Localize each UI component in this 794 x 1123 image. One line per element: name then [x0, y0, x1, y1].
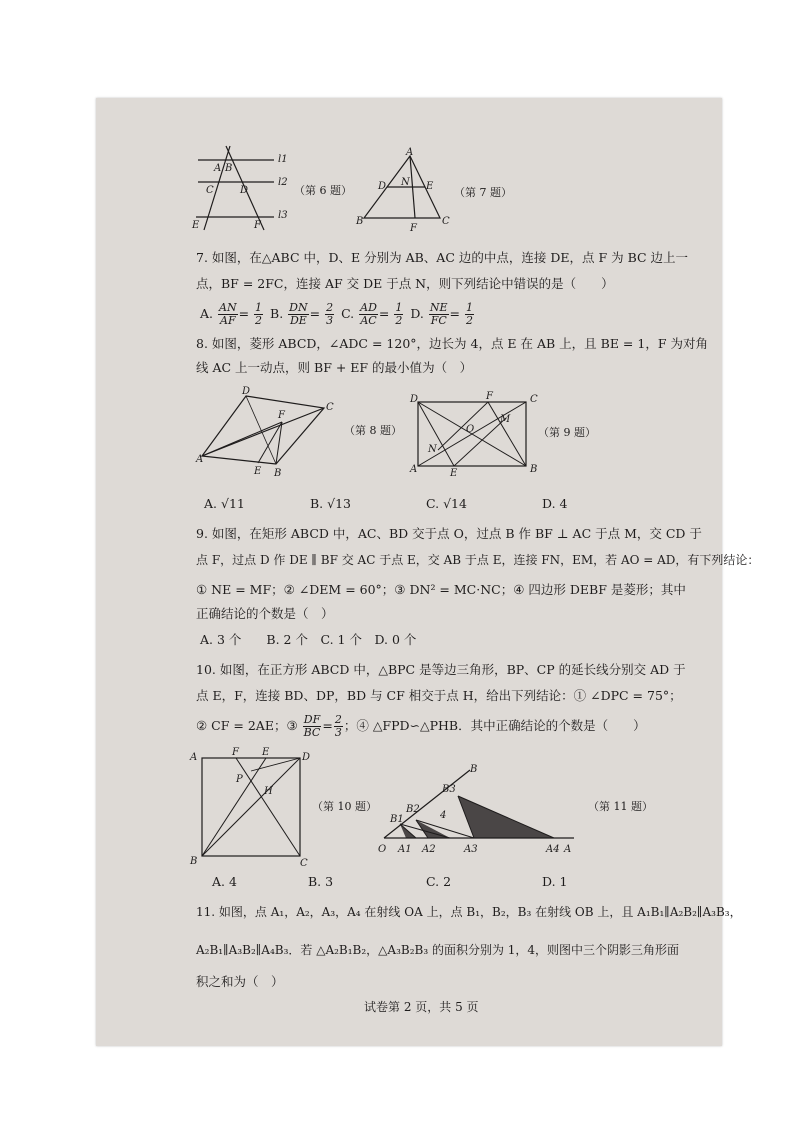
q8-stem-line1: 8. 如图，菱形 ABCD，∠ADC = 120°，边长为 4，点 E 在 AB 上，且 BE = 1，F 为对角 — [196, 336, 708, 351]
fig10-caption: （第 10 题） — [312, 800, 377, 813]
q9-stem-line2: 点 F，过点 D 作 DE ∥ BF 交 AC 于点 E，交 AB 于点 E，连接 FN，EM，若 AO = AD，有下列结论： — [196, 553, 760, 567]
fraction-numerator: 1 — [466, 301, 473, 314]
q7-option-b — [270, 301, 339, 327]
q8-option-c: C. √14 — [426, 496, 467, 511]
fraction-denominator: 2 — [395, 314, 403, 327]
fig10-label: E — [262, 747, 270, 758]
fig6-line-label: l2 — [278, 177, 288, 188]
fig7-label: E — [426, 181, 434, 192]
q7-stem-line2: 点，BF = 2FC，连接 AF 交 DE 于点 N，则下列结论中错误的是（ ） — [196, 276, 614, 291]
equals-sign: = — [238, 306, 254, 321]
fig9-label: N — [428, 444, 437, 455]
fig6-label: D — [240, 185, 249, 196]
fig8-caption: （第 8 题） — [344, 424, 402, 437]
fig6-caption: （第 6 题） — [294, 184, 352, 197]
fig11-label: B — [470, 764, 478, 775]
fig11-label: O — [378, 844, 387, 855]
fig11-label: B1 — [390, 814, 404, 825]
fraction-denominator: 3 — [334, 726, 342, 739]
fig11-label: 4 — [440, 810, 447, 821]
fraction-denominator: 2 — [466, 314, 473, 327]
figure-9 — [408, 391, 618, 479]
fig11-label: A — [564, 844, 572, 855]
q10-stem-line2: 点 E，F，连接 BD、DP，BD 与 CF 相交于点 H，给出下列结论：① ∠DPC = 75°； — [196, 688, 682, 703]
fig11-label: A4 — [546, 844, 560, 855]
q10-text: ；④ △FPD∽△PHB．其中正确结论的个数是（ ） — [343, 718, 646, 733]
figure-10 — [188, 748, 388, 870]
fig11-label: B3 — [442, 784, 456, 795]
fig11-label: B2 — [406, 804, 420, 815]
fig6-line-label: l1 — [278, 154, 288, 165]
fig8-label: A — [196, 454, 204, 465]
fig7-label: D — [378, 181, 387, 192]
fraction-denominator: BC — [303, 726, 321, 739]
option-value — [394, 302, 403, 327]
fig9-label: E — [450, 468, 458, 479]
q8-option-a: A. √11 — [204, 496, 245, 511]
fraction-numerator: 1 — [395, 301, 403, 314]
fraction-numerator: NE — [429, 301, 448, 314]
fig9-label: O — [466, 424, 475, 435]
fig8-label: D — [242, 386, 251, 397]
figure-11-diagram — [378, 762, 678, 870]
fig10-label: C — [300, 858, 308, 869]
q10-option-d: D. 1 — [542, 874, 568, 889]
fig10-label: B — [190, 856, 198, 867]
page-footer: 试卷第 2 页，共 5 页 — [364, 1000, 479, 1014]
q10-text: ② CF = 2AE；③ — [196, 718, 298, 733]
option-fraction — [288, 302, 308, 327]
q7-option-a — [200, 301, 268, 327]
q9-options: A. 3 个 B. 2 个 C. 1 个 D. 0 个 — [200, 632, 417, 647]
fig10-label: A — [190, 752, 198, 763]
q10-option-a: A. 4 — [212, 874, 237, 889]
fig8-label: F — [278, 410, 285, 421]
fig9-label: D — [410, 394, 419, 405]
fraction-numerator: 2 — [326, 301, 334, 314]
option-value — [254, 302, 263, 327]
equals-sign: = — [378, 306, 394, 321]
q8-stem-line2: 线 AC 上一动点，则 BF + EF 的最小值为（ ） — [196, 360, 473, 375]
equals-sign: = — [309, 306, 325, 321]
fraction-numerator: DF — [303, 713, 321, 726]
fig9-label: B — [530, 464, 538, 475]
fig11-label: A3 — [464, 844, 478, 855]
equals-sign: = — [322, 718, 333, 733]
figure-8-diagram — [196, 386, 406, 478]
fraction-denominator: DE — [289, 314, 307, 327]
fig10-label: H — [264, 786, 273, 797]
fraction-denominator: 3 — [326, 314, 334, 327]
figure-10-diagram — [188, 748, 388, 870]
option-letter: D. — [410, 306, 424, 321]
option-letter: B. — [270, 306, 284, 321]
fig6-label: C — [206, 185, 214, 196]
q9-stem-line1: 9. 如图，在矩形 ABCD 中，AC、BD 交于点 O，过点 B 作 BF ⊥ AC 于点 M，交 CD 于 — [196, 526, 702, 541]
q10-fraction-value — [334, 714, 343, 739]
figure-7-diagram — [354, 147, 554, 236]
q9-stem-line4: 正确结论的个数是（ ） — [196, 606, 334, 621]
fig8-label: C — [326, 402, 334, 413]
fig7-label: C — [442, 216, 450, 227]
q11-stem-line2: A₂B₁∥A₃B₂∥A₄B₃．若 △A₂B₁B₂，△A₃B₂B₃ 的面积分别为 1，4，则图中三个阴影三角形面 — [196, 943, 680, 957]
q11-stem-line1: 11. 如图，点 A₁，A₂，A₃，A₄ 在射线 OA 上，点 B₁，B₂，B₃ 在射线 OB 上，且 A₁B₁∥A₂B₂∥A₃B₃， — [196, 905, 742, 919]
fraction-denominator: FC — [430, 314, 447, 327]
fig6-label: F — [254, 220, 261, 231]
option-fraction — [429, 302, 449, 327]
option-fraction — [359, 302, 378, 327]
fig7-label: A — [406, 147, 414, 158]
fraction-numerator: 1 — [255, 301, 263, 314]
fig8-label: B — [274, 468, 282, 479]
fig7-label: B — [356, 216, 364, 227]
fig11-caption: （第 11 题） — [588, 800, 653, 813]
fraction-numerator: AD — [360, 301, 377, 314]
fig11-label: A2 — [422, 844, 436, 855]
fig11-label: A1 — [398, 844, 412, 855]
q10-option-c: C. 2 — [426, 874, 452, 889]
fig6-label: B — [225, 163, 233, 174]
fraction-numerator: AN — [219, 301, 237, 314]
fig6-label: E — [192, 220, 200, 231]
q8-option-d: D. 4 — [542, 496, 568, 511]
fig8-label: E — [254, 466, 262, 477]
fraction-denominator: AF — [220, 314, 236, 327]
fig9-label: M — [500, 414, 511, 425]
fig9-label: A — [410, 464, 418, 475]
option-letter: A. — [200, 306, 214, 321]
fraction-numerator: 2 — [334, 713, 342, 726]
equals-sign: = — [449, 306, 464, 321]
fig9-caption: （第 9 题） — [538, 426, 596, 439]
fig7-caption: （第 7 题） — [454, 186, 512, 199]
fig7-label: F — [410, 223, 417, 234]
fig6-label: A — [214, 163, 222, 174]
figure-7 — [354, 147, 554, 236]
figure-11 — [378, 762, 678, 870]
option-value — [325, 302, 334, 327]
q11-stem-line3: 积之和为（ ） — [196, 974, 284, 989]
fig10-label: F — [232, 747, 239, 758]
fig10-label: D — [302, 752, 311, 763]
q10-stem-line1: 10. 如图，在正方形 ABCD 中，△BPC 是等边三角形，BP、CP 的延长线分别交 AD 于 — [196, 662, 686, 677]
figure-8 — [196, 386, 406, 478]
fraction-denominator: 2 — [255, 314, 263, 327]
figure-9-diagram — [408, 391, 618, 479]
q10-fraction — [303, 714, 322, 739]
fig7-label: N — [401, 177, 410, 188]
q7-option-d — [410, 301, 475, 327]
option-value — [465, 302, 474, 327]
q7-stem-line1: 7. 如图，在△ABC 中，D、E 分别为 AB、AC 边的中点，连接 DE，点 F 为 BC 边上一 — [196, 250, 689, 265]
fig10-label: P — [236, 774, 243, 785]
q10-stem-line3 — [196, 710, 646, 742]
q7-option-c — [341, 301, 408, 327]
fraction-denominator: AC — [360, 314, 377, 327]
option-letter: C. — [341, 306, 355, 321]
fig6-line-label: l3 — [278, 210, 288, 221]
exam-paper — [96, 98, 760, 1046]
fig9-label: F — [486, 391, 493, 402]
q9-stem-line3: ① NE = MF；② ∠DEM = 60°；③ DN² = MC·NC；④ 四边形 DEBF 是菱形；其中 — [196, 582, 686, 597]
fig9-label: C — [530, 394, 538, 405]
q10-option-b: B. 3 — [308, 874, 334, 889]
q7-options — [200, 298, 475, 330]
fraction-numerator: DN — [289, 301, 308, 314]
option-fraction — [218, 302, 238, 327]
q8-option-b: B. √13 — [310, 496, 352, 511]
